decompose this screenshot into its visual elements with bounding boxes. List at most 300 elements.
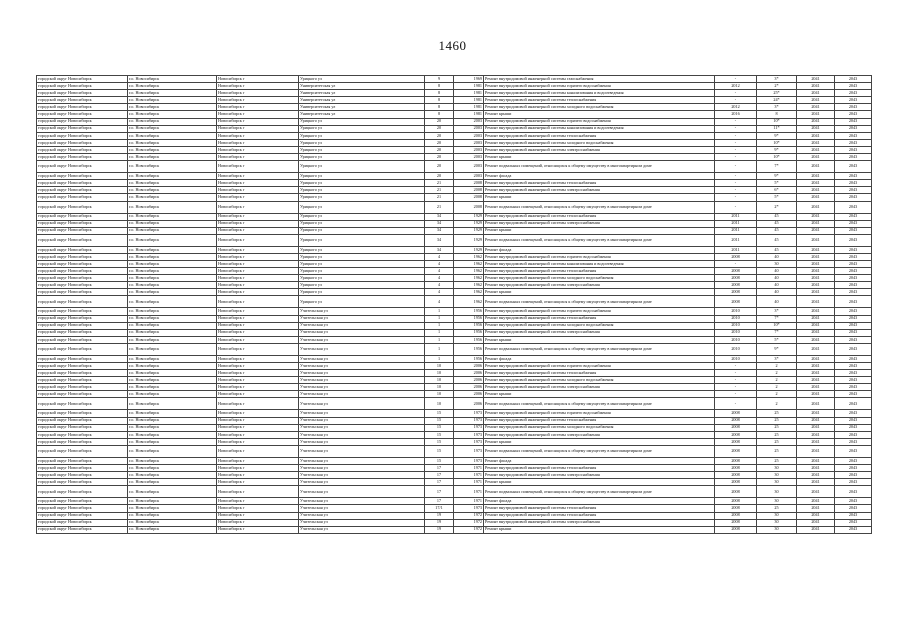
end-year-cell: 2043 [835,289,872,296]
table-row [37,227,872,234]
locality-cell: Новосибирск г [217,194,299,201]
table-row [37,275,872,282]
locality-cell: Новосибирск г [217,90,299,97]
locality-cell: Новосибирск г [217,275,299,282]
last-repair-year-cell: - [715,384,757,391]
end-year-cell: 2043 [835,322,872,329]
wear-cell: 40 [757,268,797,275]
table-row [37,336,872,343]
table-row [37,125,872,132]
table-row [37,213,872,220]
end-year-cell: 2043 [835,234,872,246]
build-year-cell: 1956 [454,336,484,343]
work-type-cell: Ремонт внутридомовой инженерной системы горячего водоснабжения [484,308,715,315]
municipality-cell: городской округ Новосибирск [37,431,128,438]
district-cell: г.о. Новосибирск [128,526,217,533]
build-year-cell: 2003 [454,154,484,161]
last-repair-year-cell: 2011 [715,234,757,246]
end-year-cell: 2043 [835,486,872,498]
house-number-cell: 17/1 [425,505,454,512]
street-cell: Урицкого ул [299,260,425,267]
table-body [37,76,872,534]
wear-cell: 45 [757,246,797,253]
work-type-cell: Ремонт внутридомовой инженерной системы горячего водоснабжения [484,83,715,90]
start-year-cell: 2041 [797,315,835,322]
street-cell: Урицкого ул [299,201,425,213]
build-year-cell: 1981 [454,90,484,97]
district-cell: г.о. Новосибирск [128,213,217,220]
last-repair-year-cell: 2012 [715,83,757,90]
street-cell: Урицкого ул [299,146,425,153]
locality-cell: Новосибирск г [217,268,299,275]
wear-cell: 7* [757,315,797,322]
street-cell: Учительская ул [299,363,425,370]
build-year-cell: 1972 [454,526,484,533]
street-cell: Урицкого ул [299,180,425,187]
district-cell: г.о. Новосибирск [128,355,217,362]
wear-cell: 25 [757,445,797,457]
last-repair-year-cell: 2008 [715,512,757,519]
street-cell: Учительская ул [299,505,425,512]
street-cell: Университетская ул [299,90,425,97]
work-type-cell: Ремонт внутридомовой инженерной системы теплоснабжения [484,268,715,275]
table-row [37,194,872,201]
end-year-cell: 2043 [835,336,872,343]
build-year-cell: 1962 [454,282,484,289]
locality-cell: Новосибирск г [217,260,299,267]
table-row [37,512,872,519]
wear-cell: 30 [757,479,797,486]
street-cell: Учительская ул [299,457,425,464]
table-row [37,377,872,384]
table-row [37,253,872,260]
start-year-cell: 2041 [797,424,835,431]
wear-cell: 5* [757,180,797,187]
wear-cell: 7* [757,161,797,173]
start-year-cell: 2041 [797,343,835,355]
start-year-cell: 2041 [797,154,835,161]
house-number-cell: 21 [425,201,454,213]
locality-cell: Новосибирск г [217,111,299,118]
build-year-cell: 1962 [454,296,484,308]
table-row [37,479,872,486]
build-year-cell: 1962 [454,289,484,296]
build-year-cell: 1972 [454,512,484,519]
locality-cell: Новосибирск г [217,355,299,362]
wear-cell: 11* [757,125,797,132]
last-repair-year-cell: 2011 [715,220,757,227]
table-row [37,391,872,398]
start-year-cell: 2041 [797,322,835,329]
start-year-cell: 2041 [797,289,835,296]
municipality-cell: городской округ Новосибирск [37,526,128,533]
start-year-cell: 2041 [797,246,835,253]
district-cell: г.о. Новосибирск [128,308,217,315]
locality-cell: Новосибирск г [217,125,299,132]
build-year-cell: 2006 [454,398,484,410]
build-year-cell: 1929 [454,213,484,220]
district-cell: г.о. Новосибирск [128,479,217,486]
house-number-cell: 8 [425,90,454,97]
wear-cell: 2 [757,370,797,377]
table-row [37,465,872,472]
build-year-cell: 2008 [454,194,484,201]
table-row [37,398,872,410]
end-year-cell: 2043 [835,90,872,97]
municipality-cell: городской округ Новосибирск [37,111,128,118]
table-row [37,187,872,194]
table-row [37,486,872,498]
locality-cell: Новосибирск г [217,246,299,253]
start-year-cell: 2041 [797,111,835,118]
start-year-cell: 2041 [797,253,835,260]
build-year-cell: 1956 [454,343,484,355]
start-year-cell: 2041 [797,519,835,526]
district-cell: г.о. Новосибирск [128,289,217,296]
start-year-cell: 2041 [797,486,835,498]
end-year-cell: 2043 [835,246,872,253]
municipality-cell: городской округ Новосибирск [37,132,128,139]
locality-cell: Новосибирск г [217,498,299,505]
work-type-cell: Ремонт внутридомовой инженерной системы теплоснабжения [484,505,715,512]
wear-cell: 25 [757,438,797,445]
wear-cell: 2 [757,384,797,391]
street-cell: Учительская ул [299,438,425,445]
house-number-cell: 10 [425,370,454,377]
wear-cell: 25 [757,431,797,438]
wear-cell: 40 [757,275,797,282]
build-year-cell: 2003 [454,132,484,139]
district-cell: г.о. Новосибирск [128,111,217,118]
last-repair-year-cell: 2008 [715,275,757,282]
locality-cell: Новосибирск г [217,83,299,90]
end-year-cell: 2043 [835,194,872,201]
wear-cell: 30 [757,526,797,533]
work-type-cell: Ремонт внутридомовой инженерной системы теплоснабжения [484,213,715,220]
work-type-cell: Ремонт внутридомовой инженерной системы теплоснабжения [484,315,715,322]
build-year-cell: 1971 [454,479,484,486]
district-cell: г.о. Новосибирск [128,139,217,146]
municipality-cell: городской округ Новосибирск [37,512,128,519]
house-number-cell: 34 [425,246,454,253]
wear-cell: 5* [757,336,797,343]
table-row [37,329,872,336]
table-row [37,234,872,246]
table-row [37,431,872,438]
district-cell: г.о. Новосибирск [128,227,217,234]
district-cell: г.о. Новосибирск [128,512,217,519]
work-type-cell: Ремонт подвальных помещений, относящихся к общему имуществу в многоквартирном доме [484,343,715,355]
street-cell: Урицкого ул [299,173,425,180]
locality-cell: Новосибирск г [217,308,299,315]
work-type-cell: Ремонт крыши [484,526,715,533]
district-cell: г.о. Новосибирск [128,194,217,201]
work-type-cell: Ремонт внутридомовой инженерной системы теплоснабжения [484,417,715,424]
municipality-cell: городской округ Новосибирск [37,260,128,267]
municipality-cell: городской округ Новосибирск [37,505,128,512]
municipality-cell: городской округ Новосибирск [37,227,128,234]
house-number-cell: 20 [425,118,454,125]
wear-cell: 25* [757,90,797,97]
last-repair-year-cell: 2010 [715,322,757,329]
start-year-cell: 2041 [797,457,835,464]
street-cell: Учительская ул [299,445,425,457]
work-type-cell: Ремонт внутридомовой инженерной системы теплоснабжения [484,97,715,104]
locality-cell: Новосибирск г [217,445,299,457]
municipality-cell: городской округ Новосибирск [37,187,128,194]
build-year-cell: 2008 [454,180,484,187]
house-number-cell: 34 [425,213,454,220]
end-year-cell: 2043 [835,282,872,289]
last-repair-year-cell: 2008 [715,289,757,296]
district-cell: г.о. Новосибирск [128,173,217,180]
start-year-cell: 2041 [797,173,835,180]
table-row [37,104,872,111]
district-cell: г.о. Новосибирск [128,431,217,438]
last-repair-year-cell: 2008 [715,296,757,308]
house-number-cell: 10 [425,398,454,410]
build-year-cell: 1929 [454,246,484,253]
locality-cell: Новосибирск г [217,282,299,289]
work-type-cell: Ремонт крыши [484,336,715,343]
house-number-cell: 20 [425,139,454,146]
wear-cell: 2* [757,201,797,213]
municipality-cell: городской округ Новосибирск [37,282,128,289]
wear-cell: 8 [757,111,797,118]
end-year-cell: 2043 [835,398,872,410]
district-cell: г.о. Новосибирск [128,83,217,90]
start-year-cell: 2041 [797,161,835,173]
house-number-cell: 15 [425,410,454,417]
wear-cell: 30 [757,260,797,267]
last-repair-year-cell: 2010 [715,336,757,343]
last-repair-year-cell: 2008 [715,486,757,498]
end-year-cell: 2043 [835,125,872,132]
table-row [37,457,872,464]
locality-cell: Новосибирск г [217,201,299,213]
street-cell: Учительская ул [299,465,425,472]
start-year-cell: 2041 [797,355,835,362]
wear-cell: 25 [757,505,797,512]
district-cell: г.о. Новосибирск [128,118,217,125]
table-row [37,83,872,90]
end-year-cell: 2043 [835,104,872,111]
build-year-cell: 1971 [454,486,484,498]
table-row [37,111,872,118]
build-year-cell: 1956 [454,308,484,315]
start-year-cell: 2041 [797,201,835,213]
table-row [37,519,872,526]
municipality-cell: городской округ Новосибирск [37,457,128,464]
street-cell: Урицкого ул [299,118,425,125]
table-row [37,246,872,253]
house-number-cell: 1 [425,322,454,329]
end-year-cell: 2043 [835,505,872,512]
municipality-cell: городской округ Новосибирск [37,146,128,153]
last-repair-year-cell: 2008 [715,424,757,431]
last-repair-year-cell: 2010 [715,308,757,315]
start-year-cell: 2041 [797,363,835,370]
last-repair-year-cell: 2008 [715,431,757,438]
work-type-cell: Ремонт крыши [484,194,715,201]
wear-cell: 9* [757,132,797,139]
work-type-cell: Ремонт внутридомовой инженерной системы холодного водоснабжения [484,322,715,329]
build-year-cell: 1973 [454,424,484,431]
locality-cell: Новосибирск г [217,479,299,486]
locality-cell: Новосибирск г [217,154,299,161]
end-year-cell: 2043 [835,457,872,464]
municipality-cell: городской округ Новосибирск [37,180,128,187]
work-type-cell: Ремонт внутридомовой инженерной системы теплоснабжения [484,132,715,139]
wear-cell: 40 [757,289,797,296]
wear-cell: 3* [757,104,797,111]
locality-cell: Новосибирск г [217,424,299,431]
district-cell: г.о. Новосибирск [128,220,217,227]
work-type-cell: Ремонт фасада [484,457,715,464]
locality-cell: Новосибирск г [217,234,299,246]
wear-cell: 30 [757,465,797,472]
wear-cell: 25 [757,457,797,464]
district-cell: г.о. Новосибирск [128,161,217,173]
table-row [37,90,872,97]
build-year-cell: 2008 [454,201,484,213]
end-year-cell: 2043 [835,391,872,398]
table-row [37,132,872,139]
street-cell: Урицкого ул [299,139,425,146]
wear-cell: 25 [757,424,797,431]
municipality-cell: городской округ Новосибирск [37,125,128,132]
last-repair-year-cell: - [715,146,757,153]
house-number-cell: 1 [425,336,454,343]
wear-cell: 10* [757,154,797,161]
district-cell: г.о. Новосибирск [128,472,217,479]
locality-cell: Новосибирск г [217,505,299,512]
start-year-cell: 2041 [797,220,835,227]
table-row [37,410,872,417]
wear-cell: 30 [757,472,797,479]
wear-cell: 25 [757,410,797,417]
house-number-cell: 1 [425,308,454,315]
end-year-cell: 2043 [835,187,872,194]
wear-cell: 40 [757,296,797,308]
end-year-cell: 2043 [835,519,872,526]
municipality-cell: городской округ Новосибирск [37,76,128,83]
street-cell: Учительская ул [299,498,425,505]
last-repair-year-cell: 2008 [715,472,757,479]
street-cell: Урицкого ул [299,234,425,246]
end-year-cell: 2043 [835,363,872,370]
work-type-cell: Ремонт внутридомовой инженерной системы электроснабжения [484,282,715,289]
house-number-cell: 4 [425,253,454,260]
build-year-cell: 1929 [454,220,484,227]
street-cell: Урицкого ул [299,289,425,296]
build-year-cell: 2003 [454,173,484,180]
last-repair-year-cell: 2012 [715,104,757,111]
municipality-cell: городской округ Новосибирск [37,370,128,377]
work-type-cell: Ремонт внутридомовой инженерной системы электроснабжения [484,220,715,227]
wear-cell: 6* [757,187,797,194]
build-year-cell: 1929 [454,234,484,246]
end-year-cell: 2043 [835,161,872,173]
work-type-cell: Ремонт внутридомовой инженерной системы горячего водоснабжения [484,253,715,260]
locality-cell: Новосибирск г [217,384,299,391]
district-cell: г.о. Новосибирск [128,370,217,377]
work-type-cell: Ремонт внутридомовой инженерной системы холодного водоснабжения [484,139,715,146]
municipality-cell: городской округ Новосибирск [37,398,128,410]
street-cell: Урицкого ул [299,154,425,161]
last-repair-year-cell: - [715,391,757,398]
work-type-cell: Ремонт внутридомовой инженерной системы теплоснабжения [484,370,715,377]
build-year-cell: 2006 [454,370,484,377]
municipality-cell: городской округ Новосибирск [37,90,128,97]
start-year-cell: 2041 [797,234,835,246]
end-year-cell: 2043 [835,275,872,282]
work-type-cell: Ремонт подвальных помещений, относящихся к общему имуществу в многоквартирном доме [484,296,715,308]
end-year-cell: 2043 [835,296,872,308]
last-repair-year-cell: - [715,161,757,173]
work-type-cell: Ремонт внутридомовой инженерной системы горячего водоснабжения [484,118,715,125]
last-repair-year-cell: - [715,118,757,125]
street-cell: Урицкого ул [299,76,425,83]
table-row [37,154,872,161]
build-year-cell: 1969 [454,76,484,83]
house-number-cell: 19 [425,519,454,526]
build-year-cell: 1971 [454,465,484,472]
district-cell: г.о. Новосибирск [128,296,217,308]
end-year-cell: 2043 [835,83,872,90]
end-year-cell: 2043 [835,472,872,479]
street-cell: Учительская ул [299,315,425,322]
district-cell: г.о. Новосибирск [128,282,217,289]
house-number-cell: 19 [425,512,454,519]
municipality-cell: городской округ Новосибирск [37,253,128,260]
end-year-cell: 2043 [835,377,872,384]
table-row [37,445,872,457]
municipality-cell: городской округ Новосибирск [37,424,128,431]
end-year-cell: 2043 [835,139,872,146]
last-repair-year-cell: - [715,173,757,180]
start-year-cell: 2041 [797,118,835,125]
work-type-cell: Ремонт внутридомовой инженерной системы холодного водоснабжения [484,424,715,431]
district-cell: г.о. Новосибирск [128,275,217,282]
district-cell: г.о. Новосибирск [128,260,217,267]
table-row [37,97,872,104]
municipality-cell: городской округ Новосибирск [37,97,128,104]
house-number-cell: 4 [425,275,454,282]
house-number-cell: 10 [425,377,454,384]
house-number-cell: 20 [425,146,454,153]
district-cell: г.о. Новосибирск [128,505,217,512]
locality-cell: Новосибирск г [217,253,299,260]
municipality-cell: городской округ Новосибирск [37,83,128,90]
district-cell: г.о. Новосибирск [128,187,217,194]
locality-cell: Новосибирск г [217,363,299,370]
municipality-cell: городской округ Новосибирск [37,154,128,161]
start-year-cell: 2041 [797,431,835,438]
district-cell: г.о. Новосибирск [128,363,217,370]
district-cell: г.о. Новосибирск [128,329,217,336]
locality-cell: Новосибирск г [217,370,299,377]
work-type-cell: Ремонт внутридомовой инженерной системы канализования и водоотведения [484,260,715,267]
municipality-cell: городской округ Новосибирск [37,472,128,479]
street-cell: Урицкого ул [299,220,425,227]
start-year-cell: 2041 [797,213,835,220]
last-repair-year-cell: 2008 [715,498,757,505]
municipality-cell: городской округ Новосибирск [37,289,128,296]
work-type-cell: Ремонт внутридомовой инженерной системы теплоснабжения [484,465,715,472]
end-year-cell: 2043 [835,329,872,336]
municipality-cell: городской округ Новосибирск [37,384,128,391]
